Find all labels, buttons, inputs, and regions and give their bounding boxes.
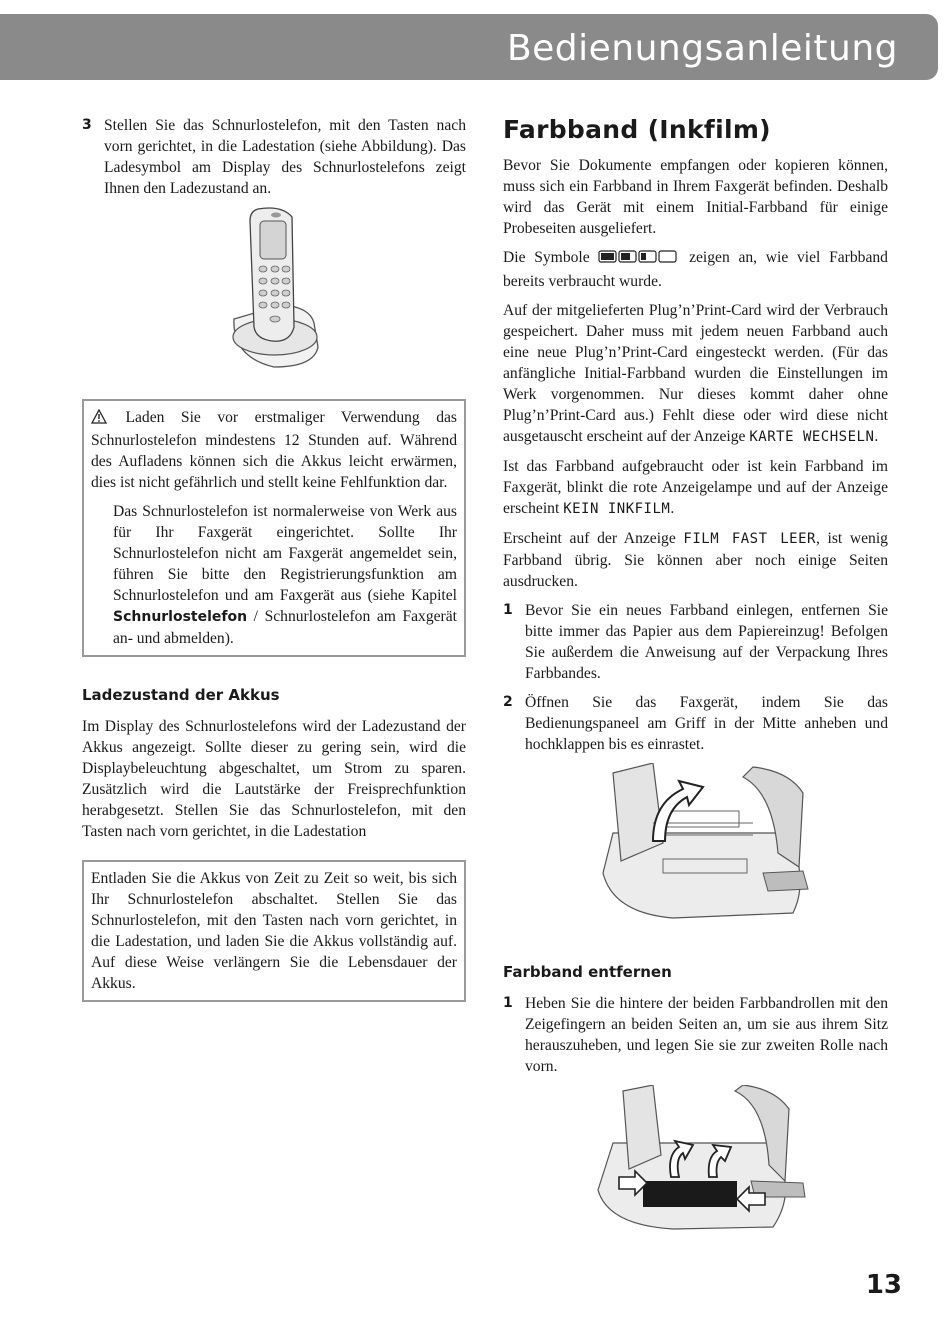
symbols-text-pre: Die Symbole [503,249,590,266]
empty-text-end: . [670,500,675,517]
page-header-title: Bedienungsanleitung [506,28,898,69]
fax-open-illustration [503,763,888,938]
step-number: 3 [82,117,92,133]
step-text: Öffnen Sie das Faxgerät, indem Sie das Bedienungspaneel am Griff in der Mitte anheben und hochklappen bis es einrastet. [525,694,888,753]
card-text-end: . [874,428,879,445]
step-number: 2 [503,694,513,710]
section-heading-charge: Ladezustand der Akkus [82,686,280,704]
tip-box [82,860,466,1002]
right-column [503,115,888,1235]
warning-text-2: Das Schnurlostelefon ist normalerweise von Werk aus für Ihr Faxgerät eingerichtet. Sollte Ihr Schnurlostelefon nicht am Faxgerät angemeldet sein, führen Sie bitte den Registrierungsfunktion am Schnurlostelefon und am Faxgerät aus (siehe Kapitel [113,503,457,604]
section-title-ink: Farbband (Inkfilm) [503,115,771,144]
cordless-phone-illustration [82,207,466,377]
step-3 [82,115,466,199]
display-message-no-inkfilm: KEIN INKFILM [563,501,671,517]
tip-text: Entladen Sie die Akkus von Zeit zu Zeit so weit, bis sich Ihr Schnurlostelefon abschaltet. Stellen Sie das Schnurlostelefon, mit den Tasten nach vorn gerichtet, in die Ladestation, und laden Sie die Akkus vollständig auf. Auf diese Weise verlängern Sie die Lebensdauer der Akkus. [91,870,457,992]
page-number: 13 [865,1270,902,1300]
step-text: Heben Sie die hintere der beiden Farbbandrollen mit den Zeigefingern an beiden Seiten an, um sie aus ihrem Sitz herauszuheben, und legen Sie sie zur zweiten Rolle nach vorn. [525,995,888,1075]
header-bar [0,14,938,80]
symbols-text-post: zeigen an, wie viel Farbband bereits verbraucht wurde. [503,249,888,290]
low-text: Erscheint auf der Anzeige [503,530,676,547]
step-text: Stellen Sie das Schnurlostelefon, mit den Tasten nach vorn gerichtet, in die Ladestation (siehe Abbildung). Das Ladesymbol am Display des Schnurlostelefons zeigt Ihnen den Ladezustand an. [104,117,466,197]
display-message-film-low: FILM FAST LEER [683,531,816,547]
section-text-charge: Im Display des Schnurlostelefons wird der Ladezustand der Akkus angezeigt. Sollte dieser zu gering sein, wird die Displaybeleuchtung abgeschaltet, um Strom zu sparen. Zusätzlich wird die Lautstärke der Freisprechfunktion herabgesetzt. Stellen Sie das Schnurlostelefon, mit den Tasten nach vorn gerichtet, in die Ladestation [82,718,466,840]
step-1 [503,600,888,684]
ribbon-remove-illustration [503,1085,888,1235]
remove-step-1 [503,993,888,1077]
step-text: Bevor Sie ein neues Farbband einlegen, entfernen Sie bitte immer das Papier aus dem Papiereinzug! Befolgen Sie außerdem die Anweisung auf der Verpackung Ihres Farbbandes. [525,602,888,682]
ink-level-icons [598,248,680,271]
card-text: Auf der mitgelieferten Plug’n’Print-Card wird der Verbrauch gespeichert. Daher muss mit jedem neuen Farbband auch eine neue Plug’n’Print-Card eingesteckt werden. (Für das anfängliche Initial-Farbband wurden die Einstellungen im Werk vorgenommen. Nur dieses kommt daher ohne Plug’n’Print-Card aus.) Fehlt diese oder wird diese nicht ausgetauscht erscheint auf der Anzeige [503,302,888,445]
step-number: 1 [503,995,513,1011]
step-number: 1 [503,602,513,618]
display-message-change-card: KARTE WECHSELN [749,429,875,445]
empty-text: Ist das Farbband aufgebraucht oder ist kein Farbband im Faxgerät, blinkt die rote Anzeigelampe und auf der Anzeige erscheint [503,458,888,517]
left-column [82,115,466,1002]
chapter-reference: Schnurlostelefon [113,609,248,625]
step-2 [503,692,888,755]
warning-triangle-icon [91,409,109,430]
section-heading-remove: Farbband entfernen [503,963,672,981]
low-text-end: , ist wenig Farbband übrig. Sie können aber noch einige Seiten ausdrucken. [503,530,888,590]
warning-text-1: Laden Sie vor erstmaliger Verwendung das Schnurlostelefon mindestens 12 Stunden auf. Während des Aufladens können sich die Akkus leicht erwärmen, dies ist nicht gefährlich und stellt keine Fehlfunktion dar. [91,409,457,491]
intro-text: Bevor Sie Dokumente empfangen oder kopieren können, muss sich ein Farbband in Ihrem Faxgerät befinden. Deshalb wird das Gerät mit einem Initial-Farbband für einige Probeseiten ausgeliefert. [503,157,888,237]
warning-text-2-end: / Schnurlostelefon am Faxgerät an- und abmelden). [113,608,457,647]
warning-box [82,399,466,657]
